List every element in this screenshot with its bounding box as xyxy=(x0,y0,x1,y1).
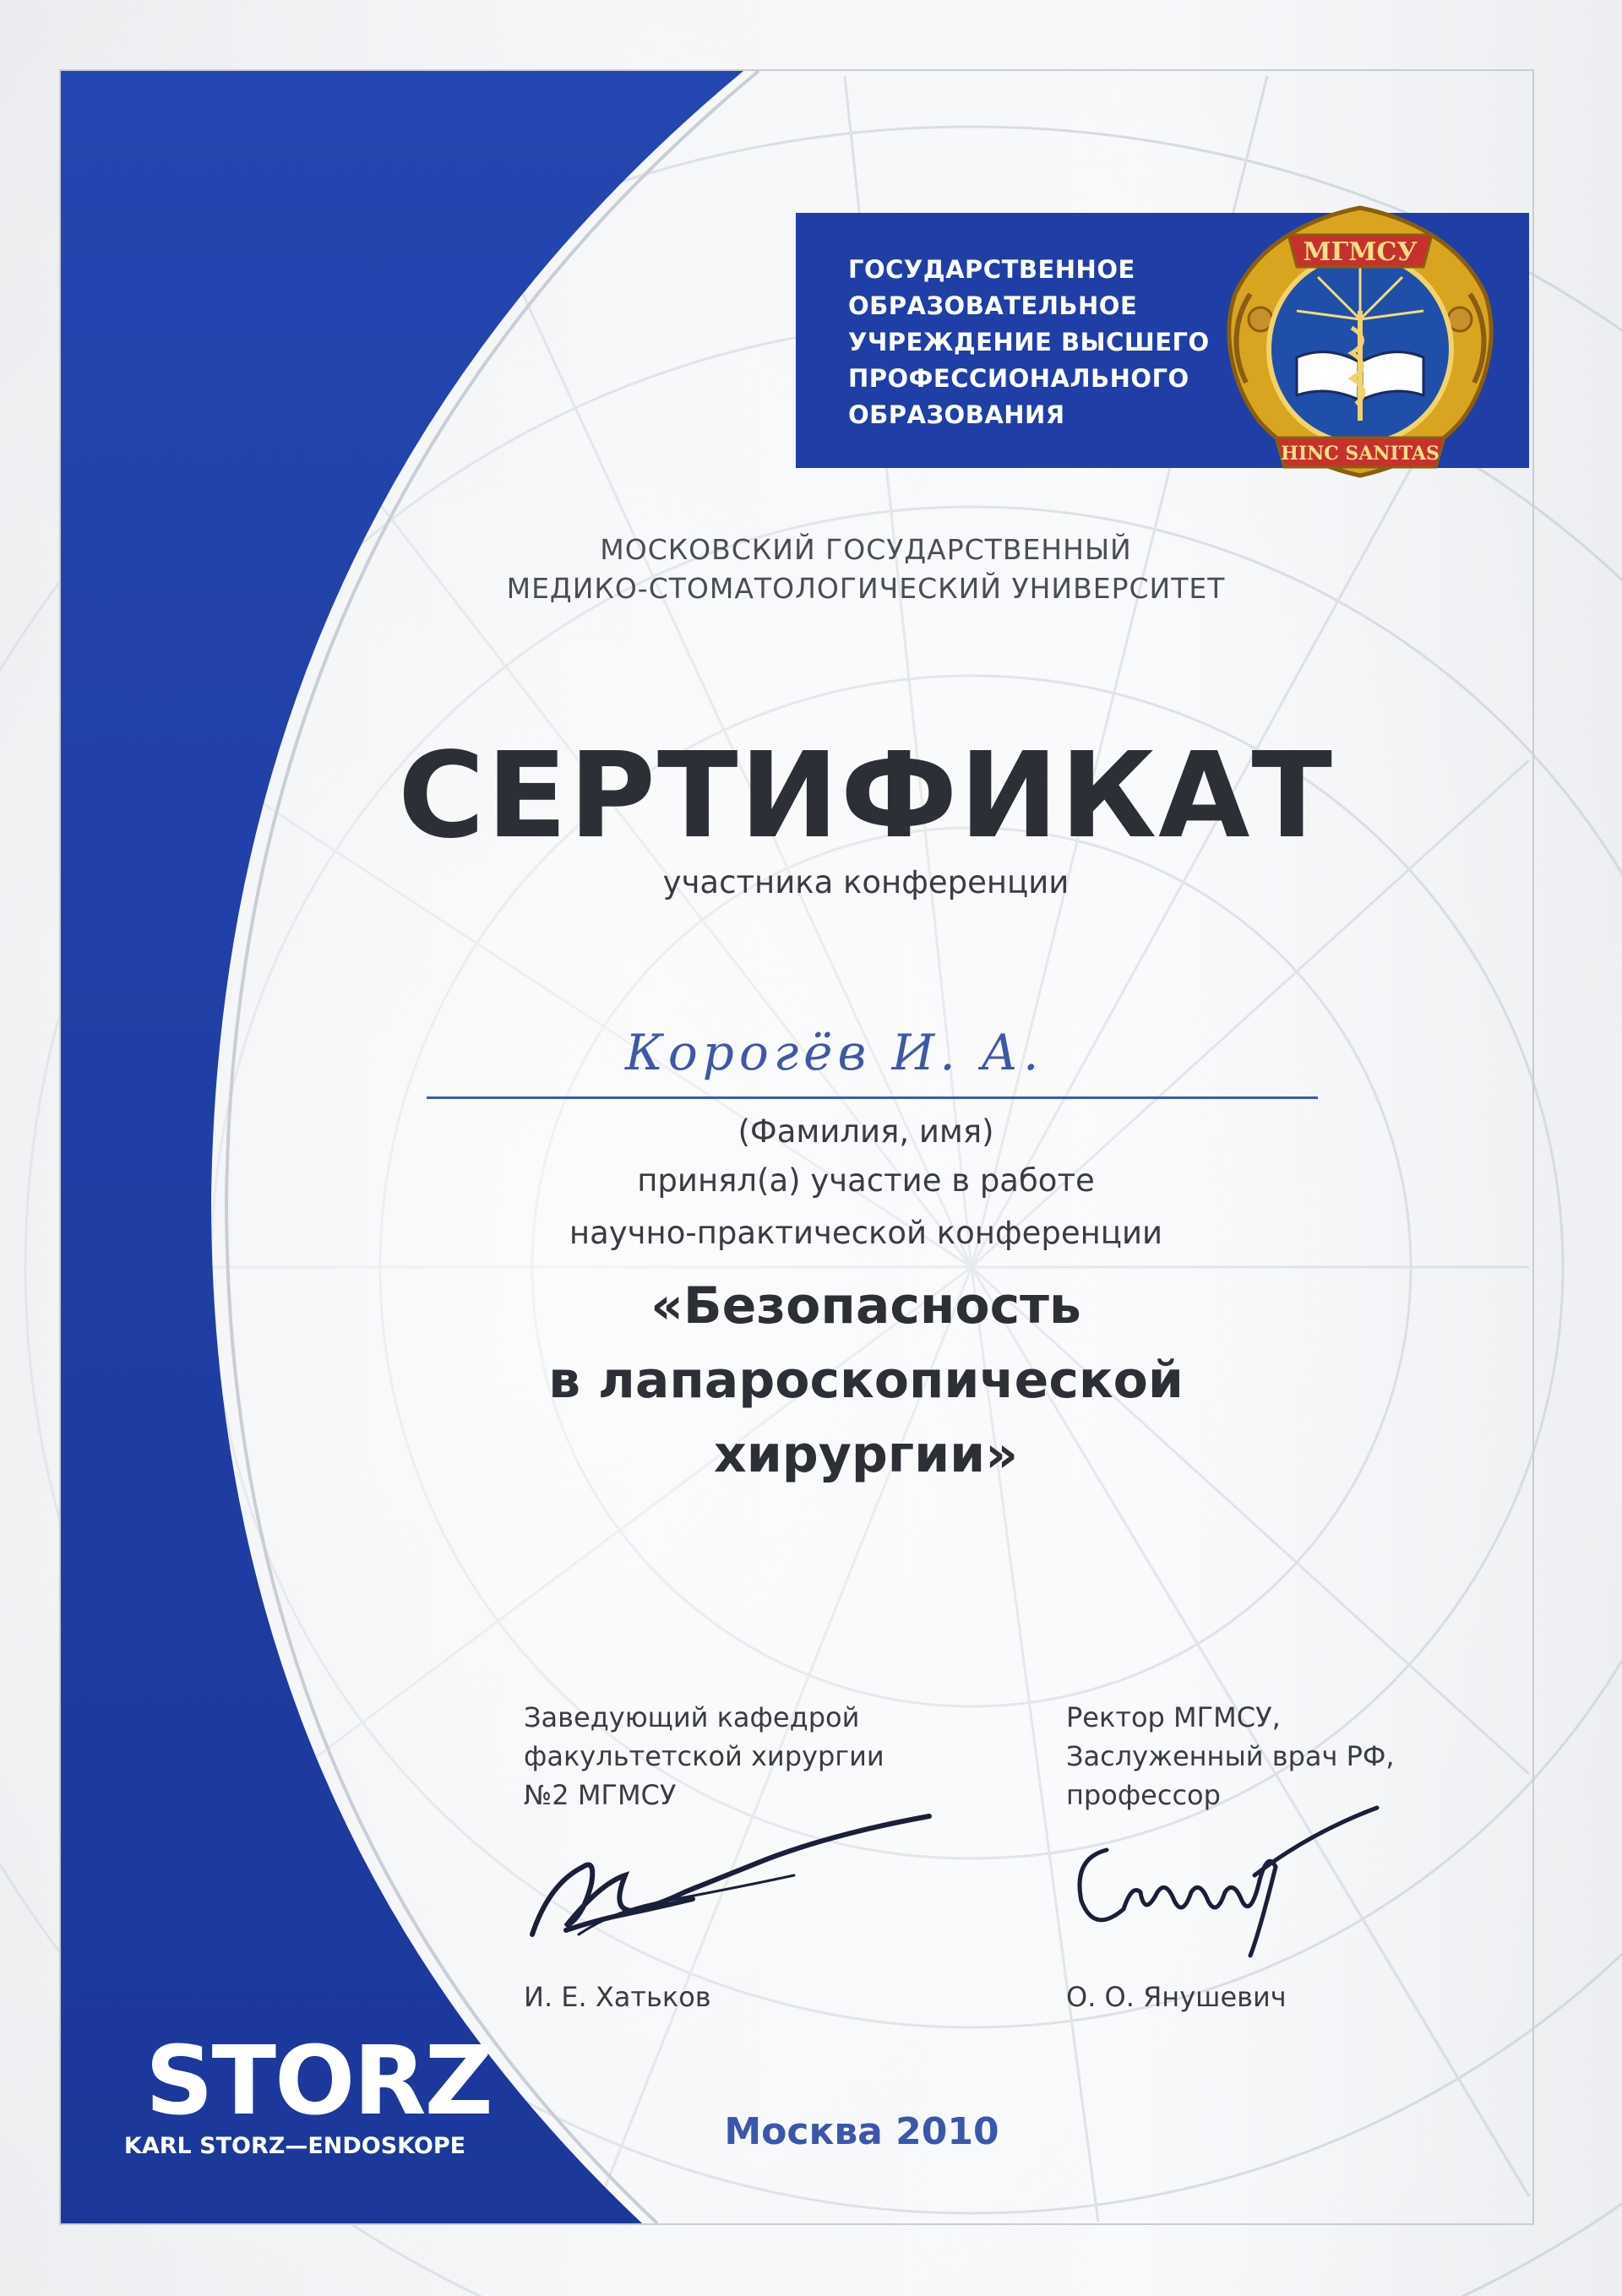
institution-type-line: ПРОФЕССИОНАЛЬНОГО xyxy=(848,364,1189,393)
signatory-right-line: Ректор МГМСУ, xyxy=(1066,1701,1281,1733)
certificate-subtitle: участника конференции xyxy=(662,864,1070,900)
signatory-left-position xyxy=(524,1698,884,1814)
storz-logo: STORZ xyxy=(145,2027,492,2136)
institution-type-line: ОБРАЗОВАТЕЛЬНОЕ xyxy=(848,291,1138,320)
institution-type-text xyxy=(848,252,1210,433)
city-year: Москва 2010 xyxy=(724,2110,999,2153)
university-emblem-icon xyxy=(1216,193,1504,492)
signature-right xyxy=(1056,1799,1394,1960)
university-name xyxy=(380,530,1352,608)
signatory-left-line: факультетской хирургии xyxy=(524,1740,884,1772)
storz-tagline: KARL STORZ—ENDOSKOPE xyxy=(123,2133,466,2159)
signatory-left-name: И. Е. Хатьков xyxy=(524,1981,711,2013)
conference-title xyxy=(355,1269,1377,1492)
signatory-right-position xyxy=(1066,1698,1395,1814)
university-name-line: МЕДИКО-СТОМАТОЛОГИЧЕСКИЙ УНИВЕРСИТЕТ xyxy=(506,572,1226,605)
signatory-left-line: №2 МГМСУ xyxy=(524,1779,677,1811)
university-name-line: МОСКОВСКИЙ ГОСУДАРСТВЕННЫЙ xyxy=(600,533,1132,566)
emblem-top-label: МГМСУ xyxy=(1303,237,1418,267)
signatory-right-line: профессор xyxy=(1066,1779,1221,1811)
conference-type-line: научно-практической конференции xyxy=(569,1215,1163,1251)
institution-type-line: ГОСУДАРСТВЕННОЕ xyxy=(848,255,1135,284)
participation-line: принял(а) участие в работе xyxy=(637,1162,1095,1199)
conference-title-line: в лапароскопической xyxy=(548,1351,1184,1410)
signature-left xyxy=(515,1808,938,1951)
certificate-title: СЕРТИФИКАТ xyxy=(398,727,1334,865)
name-caption: (Фамилия, имя) xyxy=(738,1113,994,1150)
signatory-right-line: Заслуженный врач РФ, xyxy=(1066,1740,1395,1772)
conference-title-line: «Безопасность xyxy=(650,1276,1081,1336)
conference-title-line: хирургии» xyxy=(714,1425,1018,1484)
institution-type-line: УЧРЕЖДЕНИЕ ВЫСШЕГО xyxy=(848,328,1210,356)
participant-name-handwritten: Корогёв И. А. xyxy=(625,1024,1044,1081)
name-underline xyxy=(427,1096,1318,1099)
institution-type-line: ОБРАЗОВАНИЯ xyxy=(848,400,1065,429)
emblem-motto: HINC SANITAS xyxy=(1281,443,1440,465)
signatory-left-line: Заведующий кафедрой xyxy=(524,1701,860,1733)
signatory-right-name: О. О. Янушевич xyxy=(1066,1981,1287,2013)
